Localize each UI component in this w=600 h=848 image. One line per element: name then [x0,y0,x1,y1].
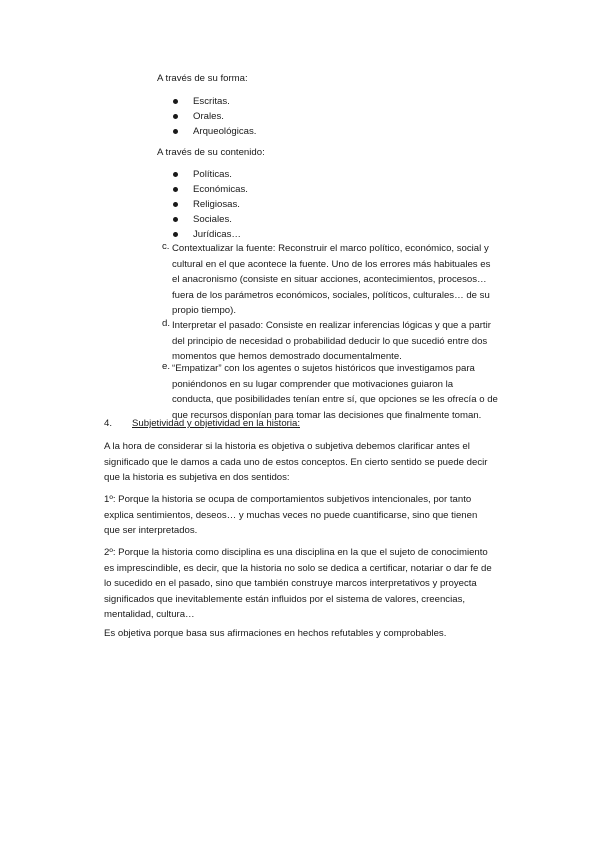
bullet-icon [173,129,178,134]
forma-list [173,94,256,139]
paragraph-intro: A la hora de considerar si la historia es objetiva o subjetiva debemos clarificar antes el significado que le damos a cada uno de estos conceptos. En cierto sentido se puede decir que la historia es subjetiva en dos sentidos: [104,441,488,483]
list-item-c: c. Contextualizar la fuente: Reconstruir el marco político, económico, social y cultural en el que acontece la fuente. Uno de los errores más habituales es el anacronismo (consiste en situar acciones, acontecimientos, procesos… fuera de los parámetros económicos, sociales, políticos, culturales… de su propio tiempo). [162,241,491,316]
list-item: Religiosas. [173,197,248,212]
list-item: Arqueológicas. [173,124,256,139]
bullet-icon [173,202,178,207]
contenido-list [173,167,248,242]
bullet-icon [173,99,178,104]
list-item-d: d. Interpretar el pasado: Consiste en realizar inferencias lógicas y que a partir del principio de necesidad o probabilidad deducir lo que sucedió entre dos momentos que hemos demostrado documentalmente. [162,318,491,362]
list-item: Políticas. [173,167,248,182]
section-heading: 4. Subjetividad y objetividad en la historia: [104,418,300,429]
bullet-icon [173,217,178,222]
paragraph-objective: Es objetiva porque basa sus afirmaciones en hechos refutables y comprobables. [104,628,447,639]
contenido-label: A través de su contenido: [157,147,265,158]
list-item-e: e. “Empatizar” con los agentes o sujetos históricos que investigamos para poniéndonos en su lugar comprender que motivaciones guiaron la conducta, que posibilidades tenían entre sí, que opciones se les ofrecía o de que recursos disponían para tomar las decisiones que finalmente toman. [162,361,498,421]
list-item: Orales. [173,109,256,124]
list-item: Escritas. [173,94,256,109]
list-item: Sociales. [173,212,248,227]
list-marker: c. [162,241,170,252]
list-item: Económicas. [173,182,248,197]
bullet-icon [173,187,178,192]
bullet-icon [173,232,178,237]
forma-label: A través de su forma: [157,73,248,84]
bullet-icon [173,172,178,177]
list-marker: d. [162,318,171,329]
paragraph-first-reason: 1º: Porque la historia se ocupa de comportamientos subjetivos intencionales, por tanto explica sentimientos, deseos… y muchas veces no puede cuantificarse, sino que tienen que ser interpretados. [104,494,478,536]
list-item: Jurídicas… [173,227,248,242]
list-marker: e. [162,361,171,372]
paragraph-second-reason: 2º: Porque la historia como disciplina es una disciplina en la que el sujeto de conocimiento es imprescindible, es decir, que la historia no solo se dedica a certificar, notariar o dar fe de lo sucedido en el pasado, sino que también construye marcos interpretativos y proyecta significados que inevitablemente están influidos por el sistema de valores, creencias, mentalidad, cultura… [104,547,492,620]
bullet-icon [173,114,178,119]
